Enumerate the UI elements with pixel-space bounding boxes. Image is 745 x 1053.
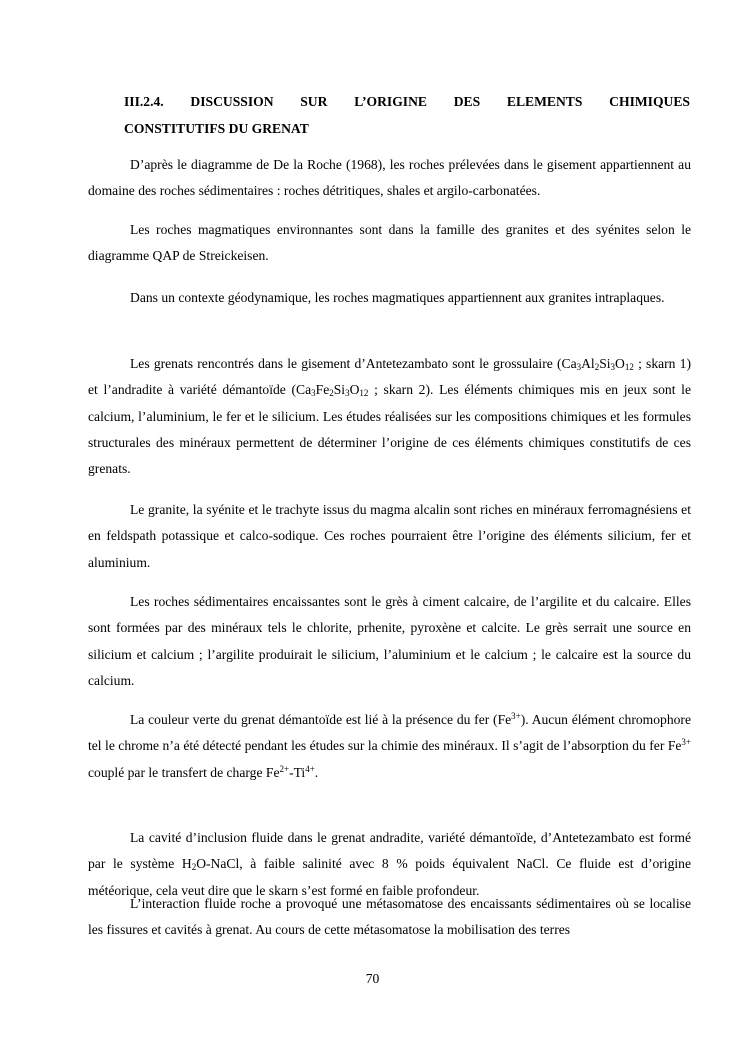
heading-word: DES <box>453 94 481 109</box>
paragraph-6: Les roches sédimentaires encaissantes sont le grès à ciment calcaire, de l’argilite et du calcaire. Elles sont formées par des minéraux tels le chlorite, prhenite, pyroxène et calcite. Le grès serrait une source en silicium et calcium ; l’argilite produirait le silicium, l’aluminium et le calcium ; le calcaire est la source du calcium. <box>88 594 691 688</box>
formula-ti: Ti <box>293 764 306 780</box>
formula-fe: Fe <box>265 764 280 780</box>
formula-grossular: $Ca_3Al_2Si_3O_{12}$ <box>561 356 634 372</box>
subscript: 2 <box>191 862 197 873</box>
paragraph-2: Les roches magmatiques environnantes sont dans la famille des granites et des syénites selon le diagramme QAP de Streickeisen. <box>88 222 691 264</box>
paragraph-9: L’interaction fluide roche a provoqué une métasomatose des encaissants sédimentaires où se localise les fissures et cavités à grenat. Au cours de cette métasomatose la mobilisation des terres <box>88 896 691 938</box>
paragraph-3: Dans un contexte géodynamique, les roches magmatiques appartiennent aux granites intraplaques. <box>130 290 665 305</box>
formula-fe: Fe <box>497 712 512 727</box>
charge: 2+ <box>279 763 290 774</box>
paragraph-4 <box>88 351 691 482</box>
heading-line-2: CONSTITUTIFS DU GRENAT <box>124 121 309 136</box>
charge: 3+ <box>681 737 691 748</box>
formula-h: H <box>181 856 192 872</box>
heading-word: L’ORIGINE <box>354 94 427 109</box>
heading-word: DISCUSSION <box>190 94 274 109</box>
heading-word: CHIMIQUES <box>609 94 690 109</box>
page-number: 70 <box>365 971 380 986</box>
formula-o-nacl: O-NaCl <box>196 856 240 872</box>
formula-andradite: $Ca_3Fe_2Si_3O_{12}$ <box>296 382 369 399</box>
formula-fe: Fe <box>667 738 682 754</box>
text-span: , à faible salinité avec 8 % poids équivalent NaCl. Ce fluide est d’origine météorique, cela veut dire que le skarn s’est formé en faible profondeur. <box>88 856 691 898</box>
charge: 3+ <box>511 711 521 721</box>
text-span: ). Aucun élément chromophore tel le chrome n’a été détecté pendant les études sur la chimie des minéraux. Il s’agit de l’absorption du fer <box>88 712 691 754</box>
paragraph-5: Le granite, la syénite et le trachyte issus du magma alcalin sont riches en minéraux ferromagnésiens et en feldspath potassique et calco-sodique. Ces roches pourraient être l’origine des éléments silicium, fer et aluminium. <box>88 502 691 570</box>
text-span: couplé par le transfert de charge <box>88 764 266 780</box>
heading-word: ELEMENTS <box>506 94 583 109</box>
paragraph-7 <box>88 707 691 786</box>
text-span: La couleur verte du grenat démantoïde est lié à la présence du fer ( <box>130 712 498 727</box>
charge: 4+ <box>305 763 315 774</box>
text-span: ; skarn 1) et l’andradite à variété démantoïde ( <box>88 356 692 398</box>
text-span: - <box>289 764 294 780</box>
paragraph-1: D’après le diagramme de De la Roche (1968), les roches prélevées dans le gisement appartiennent au domaine des roches sédimentaires : roches détritiques, shales et argilo-carbonatées. <box>88 157 691 199</box>
text-span: Les grenats rencontrés dans le gisement d’Antetezambato sont le grossulaire ( <box>130 356 562 371</box>
text-span: . <box>314 764 319 780</box>
text-span: ; skarn 2). Les éléments chimiques mis en jeux sont le calcium, l’aluminium, le fer et le silicium. Les études réalisées sur les compositions chimiques et les formules structurales des minéraux permettent de déterminer l’origine de ces éléments chimiques constitutifs de ces grenats. <box>88 382 691 477</box>
heading-line-1 <box>124 88 690 115</box>
section-heading <box>124 88 690 142</box>
heading-number: III.2.4. <box>124 94 164 109</box>
heading-word: SUR <box>300 94 328 109</box>
text-span: La cavité d’inclusion fluide dans le grenat andradite, variété démantoïde, d’Antetezambato est formé par le système <box>88 830 691 872</box>
